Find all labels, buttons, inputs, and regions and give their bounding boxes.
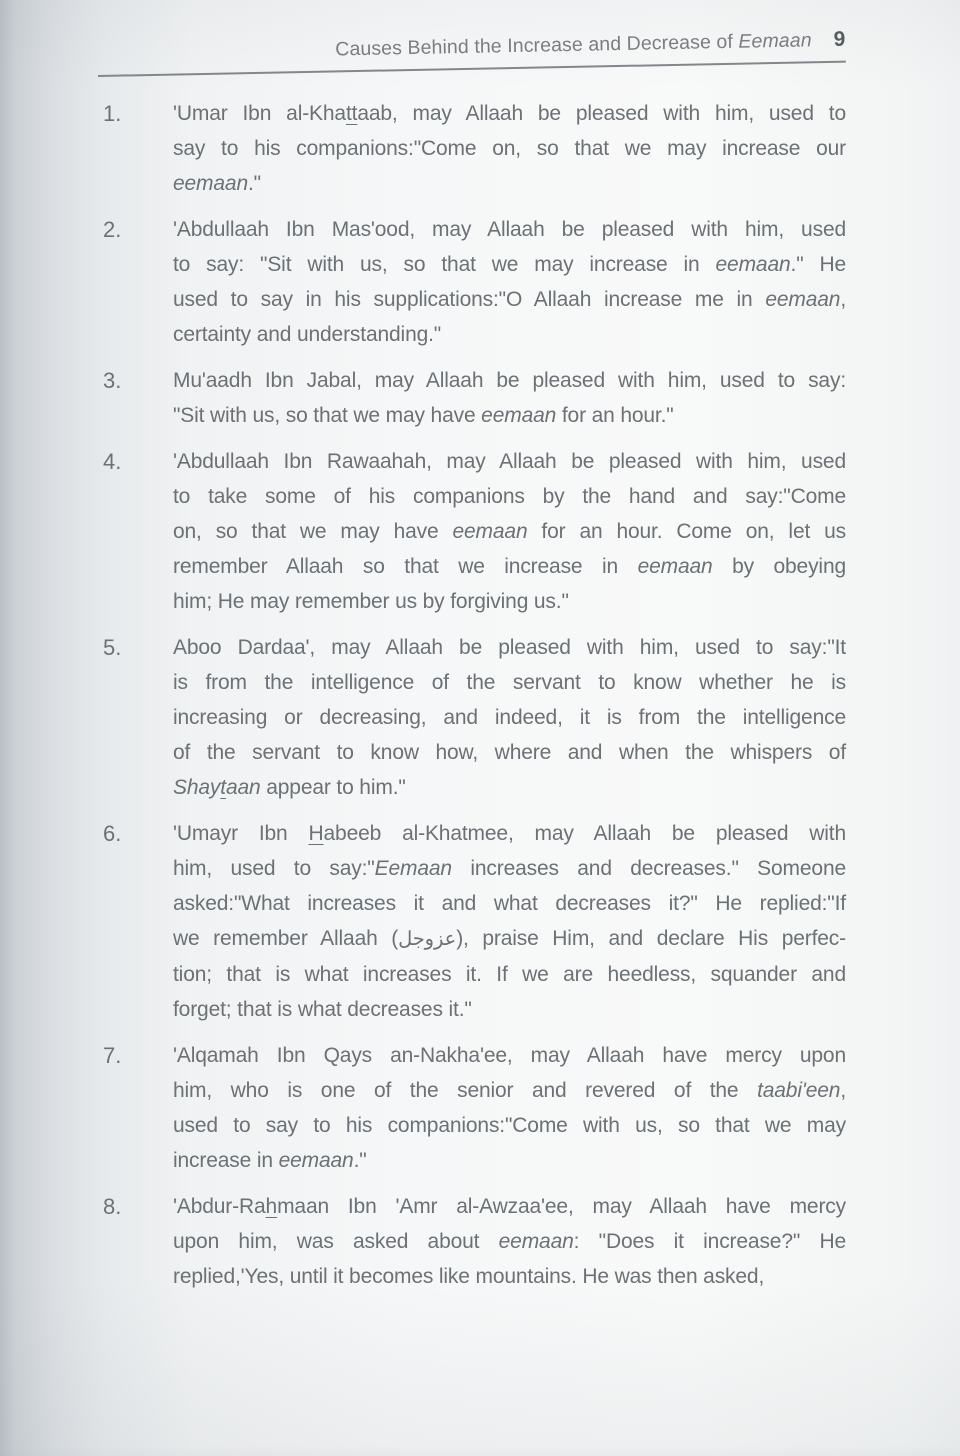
- list-item: [0, 630, 846, 805]
- text-line: Shaytaan appear to him.": [173, 776, 406, 799]
- list-item: [0, 363, 846, 433]
- item-text: [173, 816, 846, 1027]
- text-line: Mu'aadh Ibn Jabal, may Allaah be pleased with him, used to say:: [173, 369, 846, 392]
- text-line: forget; that is what decreases it.": [173, 998, 472, 1021]
- text-line: Aboo Dardaa', may Allaah be pleased with him, used to say:"It: [173, 636, 846, 659]
- text-line: 'Alqamah Ibn Qays an-Nakha'ee, may Allaah have mercy upon: [173, 1044, 846, 1067]
- text-line: eemaan.": [173, 172, 261, 195]
- item-text: [173, 1038, 846, 1178]
- item-text: [173, 212, 846, 352]
- list-item: [0, 1038, 846, 1178]
- text-line: increasing or decreasing, and indeed, it is from the intelligence: [173, 706, 846, 729]
- list-item: [0, 96, 846, 201]
- item-number: 7.: [103, 1043, 122, 1068]
- text-line: upon him, was asked about eemaan: "Does it increase?" He: [173, 1230, 846, 1253]
- text-line: on, so that we may have eemaan for an hour. Come on, let us: [173, 520, 846, 543]
- text-line: 'Abdullaah Ibn Rawaahah, may Allaah be pleased with him, used: [173, 450, 846, 473]
- text-line: to say: "Sit with us, so that we may increase in eemaan." He: [173, 253, 846, 276]
- page-number: 9: [833, 27, 846, 51]
- text-line: 'Umayr Ibn Habeeb al-Khatmee, may Allaah be pleased with: [173, 822, 846, 845]
- item-number: 1.: [103, 101, 122, 126]
- azza-wa-jall-honorific: عزوجل: [398, 929, 457, 950]
- item-text: [173, 96, 846, 201]
- text-line: certainty and understanding.": [173, 323, 442, 346]
- text-line: "Sit with us, so that we may have eemaan for an hour.": [173, 404, 674, 427]
- text-line: 'Umar Ibn al-Khattaab, may Allaah be pleased with him, used to: [173, 102, 846, 125]
- text-line: him; He may remember us by forgiving us.": [173, 590, 569, 613]
- item-number: 2.: [103, 217, 122, 242]
- text-line: used to say in his supplications:"O Allaah increase me in eemaan,: [173, 288, 846, 311]
- text-line: to take some of his companions by the hand and say:"Come: [173, 485, 846, 508]
- text-line: 'Abdur-Rahmaan Ibn 'Amr al-Awzaa'ee, may Allaah have mercy: [173, 1195, 846, 1218]
- list-item: [0, 212, 846, 352]
- text-line: used to say to his companions:"Come with us, so that we may: [173, 1114, 846, 1137]
- item-text: [173, 630, 846, 805]
- item-number: 5.: [103, 635, 122, 660]
- text-line: 'Abdullaah Ibn Mas'ood, may Allaah be pleased with him, used: [173, 218, 846, 241]
- text-line: increase in eemaan.": [173, 1149, 367, 1172]
- list-item: [0, 816, 846, 1027]
- list-item: [0, 1189, 846, 1294]
- item-number: 3.: [103, 368, 122, 393]
- text-line: remember Allaah so that we increase in eemaan by obeying: [173, 555, 847, 578]
- text-line: we remember Allaah (عزوجل), praise Him, and declare His perfec-: [173, 927, 846, 950]
- text-line: replied,'Yes, until it becomes like mountains. He was then asked,: [173, 1265, 765, 1288]
- page-header: [97, 28, 846, 77]
- text-line: him, used to say:"Eemaan increases and decreases." Someone: [173, 857, 846, 880]
- quote-list: [0, 96, 846, 1305]
- text-line: say to his companions:"Come on, so that we may increase our: [173, 137, 846, 160]
- text-line: asked:"What increases it and what decreases it?" He replied:"If: [173, 892, 846, 915]
- text-line: of the servant to know how, where and when the whispers of: [173, 741, 846, 764]
- item-text: [173, 1189, 846, 1294]
- running-title: Causes Behind the Increase and Decrease of Eemaan: [335, 29, 812, 61]
- item-text: [173, 363, 846, 433]
- item-text: [173, 444, 846, 619]
- item-number: 4.: [103, 449, 122, 474]
- text-line: tion; that is what increases it. If we are heedless, squander and: [173, 963, 846, 986]
- item-number: 8.: [103, 1194, 122, 1219]
- list-item: [0, 444, 846, 619]
- header-row: [97, 28, 845, 66]
- text-line: is from the intelligence of the servant to know whether he is: [173, 671, 846, 694]
- text-line: him, who is one of the senior and revered of the taabi'een,: [173, 1079, 846, 1102]
- item-number: 6.: [103, 821, 122, 846]
